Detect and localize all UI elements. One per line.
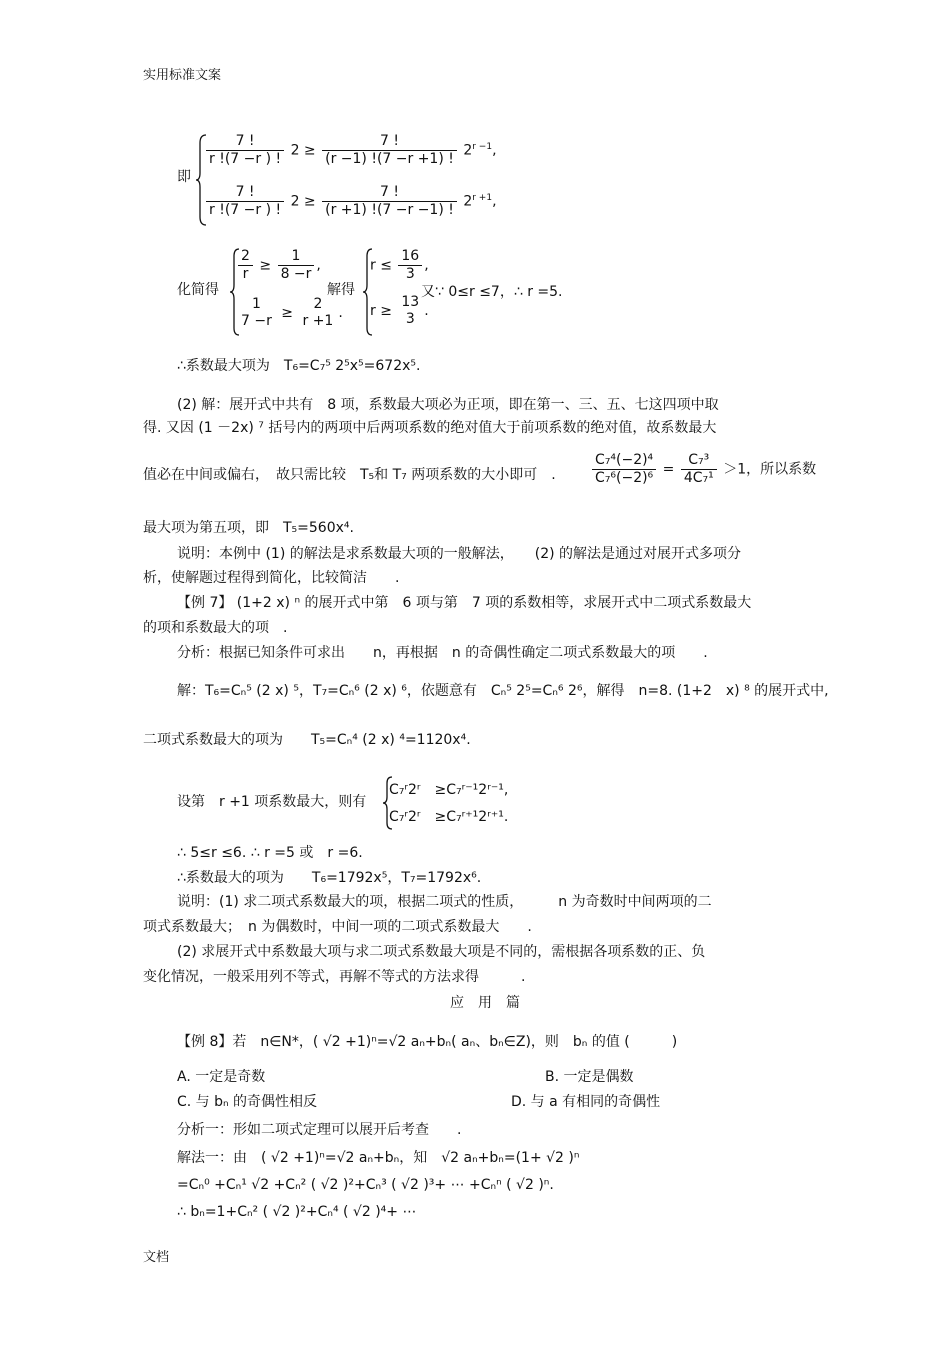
text-line: 项式系数最大； n 为偶数时，中间一项的二项式系数最大 . (143, 919, 532, 935)
page-footer: 文档 (143, 1250, 170, 1265)
text-line: 解：T₆=Cₙ⁵ (2 x) ⁵，T₇=Cₙ⁶ (2 x) ⁶，依题意有 Cₙ⁵ 2⁵=Cₙ⁶ 2⁶，解得 n=8. (1+2 x) ⁸ 的展开式中, (177, 683, 829, 699)
text-line: 说明：(1) 求二项式系数最大的项，根据二项式的性质， n 为奇数时中间两项的二 (177, 894, 712, 910)
text-line: 分析：根据已知条件可求出 n，再根据 n 的奇偶性确定二项式系数最大的项 . (177, 645, 708, 661)
fraction: 1 7 −r (241, 296, 272, 329)
text-line: 解法一：由 ( √2 +1)ⁿ=√2 aₙ+bₙ，知 √2 aₙ+bₙ=(1+ √2 )ⁿ (177, 1150, 580, 1166)
fraction: 2 r +1 (302, 296, 334, 329)
solve-label: 解得 (327, 282, 355, 298)
text-line: 【例 8】若 n∈N*，( √2 +1)ⁿ=√2 aₙ+bₙ( aₙ、bₙ∈Z)，则 bₙ 的值 ( ) (177, 1034, 678, 1050)
fraction: $\frac{7 !}{(r -1) !(7 -r +1) !}$ (322, 133, 457, 168)
text-line: ∴系数最大项为 T₆=C₇⁵ 2⁵x⁵=672x⁵. (177, 358, 421, 374)
text-line: ∴ 5≤r ≤6. ∴ r =5 或 r =6. (177, 845, 363, 861)
option-c: C. 与 bₙ 的奇偶性相反 (177, 1094, 318, 1110)
option-b: B. 一定是偶数 (545, 1069, 634, 1085)
text-line: =Cₙ⁰ +Cₙ¹ √2 +Cₙ² ( √2 )²+Cₙ³ ( √2 )³+ ⋯ +Cₙⁿ ( √2 )ⁿ. (177, 1177, 554, 1193)
text-line: 设第 r +1 项系数最大，则有 (177, 794, 367, 810)
text-line: (2) 解：展开式中共有 8 项，系数最大项必为正项，即在第一、三、五、七这四项中取 (177, 397, 719, 413)
inequality-row2: C₇ʳ2ʳ ≥C₇ʳ⁺¹2ʳ⁺¹. (389, 809, 509, 825)
text-line: 值必在中间或偏右， 故只需比较 T₅和 T₇ 两项系数的大小即可 . (143, 467, 556, 483)
option-d: D. 与 a 有相同的奇偶性 (511, 1094, 661, 1110)
text-line: 析，使解题过程得到简化，比较简洁 . (143, 570, 400, 586)
section-title: 应 用 篇 (450, 995, 520, 1011)
text-line: (2) 求展开式中系数最大项与求二项式系数最大项是不同的，需根据各项系数的正、负 (177, 944, 706, 960)
option-a: A. 一定是奇数 (177, 1069, 266, 1085)
text-line: 分析一：形如二项式定理可以展开后考查 . (177, 1122, 462, 1138)
text-line: 最大项为第五项，即 T₅=560x⁴. (143, 520, 354, 536)
text-line: 说明：本例中 (1) 的解法是求系数最大项的一般解法， (2) 的解法是通过对展开式多项分 (177, 546, 742, 562)
text-line: 二项式系数最大的项为 T₅=Cₙ⁴ (2 x) ⁴=1120x⁴. (143, 732, 471, 748)
system1-row2: $\frac{7 !}{r !(7 -r ) !}$ 2 ≥ $\frac{7 !}{(r +1) !(7 -r -1) !}$ $2^{r +1}$, (204, 184, 497, 219)
fraction: $\frac{1}{8 -r}$ (278, 248, 315, 283)
fraction: $\frac{2}{r}$ (238, 248, 253, 283)
text-line: 得. 又因 (1 －2x) ⁷ 括号内的两项中后两项系数的绝对值大于前项系数的绝对值，故系数最大 (143, 420, 717, 436)
fraction: 13 3 (401, 294, 420, 327)
simplify-row2: 1 7 −r ≥ 2 r +1 . (236, 296, 343, 330)
text-line: 变化情况，一般采用列不等式，再解不等式的方法求得 . (143, 969, 526, 985)
system1-prefix: 即 (177, 169, 191, 185)
simplify-label: 化简得 (177, 282, 219, 298)
page-header: 实用标准文案 (143, 68, 222, 83)
fraction: $\frac{\text{C₇⁴(−2)⁴}}{\text{C₇⁶(−2)⁶}}$ (592, 452, 656, 487)
system1-row1: $\frac{7 !}{r !(7 -r ) !}$ 2 ≥ $\frac{7 !}{(r -1) !(7 -r +1) !}$ $2^{r -1}$, (204, 133, 497, 168)
fraction: $\frac{\text{C₇³}}{\text{4C₇¹}}$ (681, 452, 717, 487)
text-line: ∴系数最大的项为 T₆=1792x⁵，T₇=1792x⁶. (177, 870, 482, 886)
ratio-expression: $\frac{\text{C₇⁴(−2)⁴}}{\text{C₇⁶(−2)⁶}}$ = $\frac{\text{C₇³}}{\text{4C₇¹}}$ ＞1，所以系数 (590, 452, 816, 487)
text-line: ∴ bₙ=1+Cₙ² ( √2 )²+Cₙ⁴ ( √2 )⁴+ ⋯ (177, 1204, 417, 1220)
fraction: $\frac{7 !}{(r +1) !(7 -r -1) !}$ (322, 184, 457, 219)
solve-row2: r ≥ 13 3 . (370, 294, 429, 327)
text-line: 的项和系数最大的项 . (143, 620, 288, 636)
fraction: $\frac{7 !}{r !(7 -r ) !}$ (206, 184, 284, 219)
inequality-row1: C₇ʳ2ʳ ≥C₇ʳ⁻¹2ʳ⁻¹, (389, 782, 509, 798)
text-line: 【例 7】 (1+2 x) ⁿ 的展开式中第 6 项与第 7 项的系数相等，求展开式中二项式系数最大 (177, 595, 752, 611)
fraction: $\frac{7 !}{r !(7 -r ) !}$ (206, 133, 284, 168)
solve-row1: r ≤ $\frac{16}{3}$ , (370, 248, 429, 282)
fraction: $\frac{16}{3}$ (398, 248, 422, 283)
simplify-tail: 又∵ 0≤r ≤7，∴ r =5. (421, 284, 563, 300)
simplify-row1: $\frac{2}{r}$ ≥ $\frac{1}{8 -r}$ , (236, 248, 321, 283)
